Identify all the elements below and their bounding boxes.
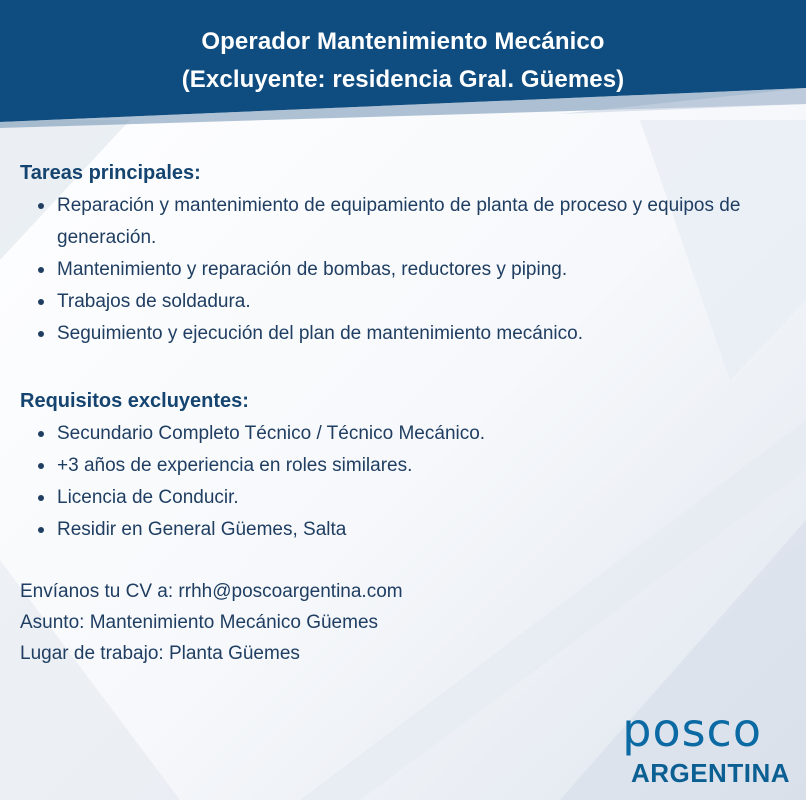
list-item: Mantenimiento y reparación de bombas, reductores y piping. <box>20 254 780 286</box>
list-item: +3 años de experiencia en roles similares. <box>20 450 780 482</box>
cv-email-line: Envíanos tu CV a: rrhh@poscoargentina.com <box>20 581 403 602</box>
posco-argentina-logo <box>610 703 790 790</box>
logo-brand: posco <box>622 703 762 757</box>
list-item: Secundario Completo Técnico / Técnico Mecánico. <box>20 418 780 450</box>
spacer <box>20 546 780 576</box>
list-item: Residir en General Güemes, Salta <box>20 514 780 546</box>
job-subtitle: (Excluyente: residencia Gral. Güemes) <box>181 66 625 93</box>
header-banner <box>0 0 806 122</box>
list-item: Licencia de Conducir. <box>20 482 780 514</box>
job-description <box>20 158 780 669</box>
spacer <box>20 350 780 386</box>
requirements-list <box>20 418 780 546</box>
requirements-heading: Requisitos excluyentes: <box>20 390 249 412</box>
workplace-line: Lugar de trabajo: Planta Güemes <box>20 643 300 664</box>
tasks-list <box>20 190 780 350</box>
tasks-heading: Tareas principales: <box>20 162 201 184</box>
list-item: Reparación y mantenimiento de equipamiento de planta de proceso y equipos de generación. <box>20 190 780 254</box>
list-item: Trabajos de soldadura. <box>20 286 780 318</box>
subject-line: Asunto: Mantenimiento Mecánico Güemes <box>20 612 379 633</box>
list-item: Seguimiento y ejecución del plan de mantenimiento mecánico. <box>20 318 780 350</box>
logo-country: ARGENTINA <box>630 758 790 788</box>
job-title: Operador Mantenimiento Mecánico <box>201 28 605 55</box>
